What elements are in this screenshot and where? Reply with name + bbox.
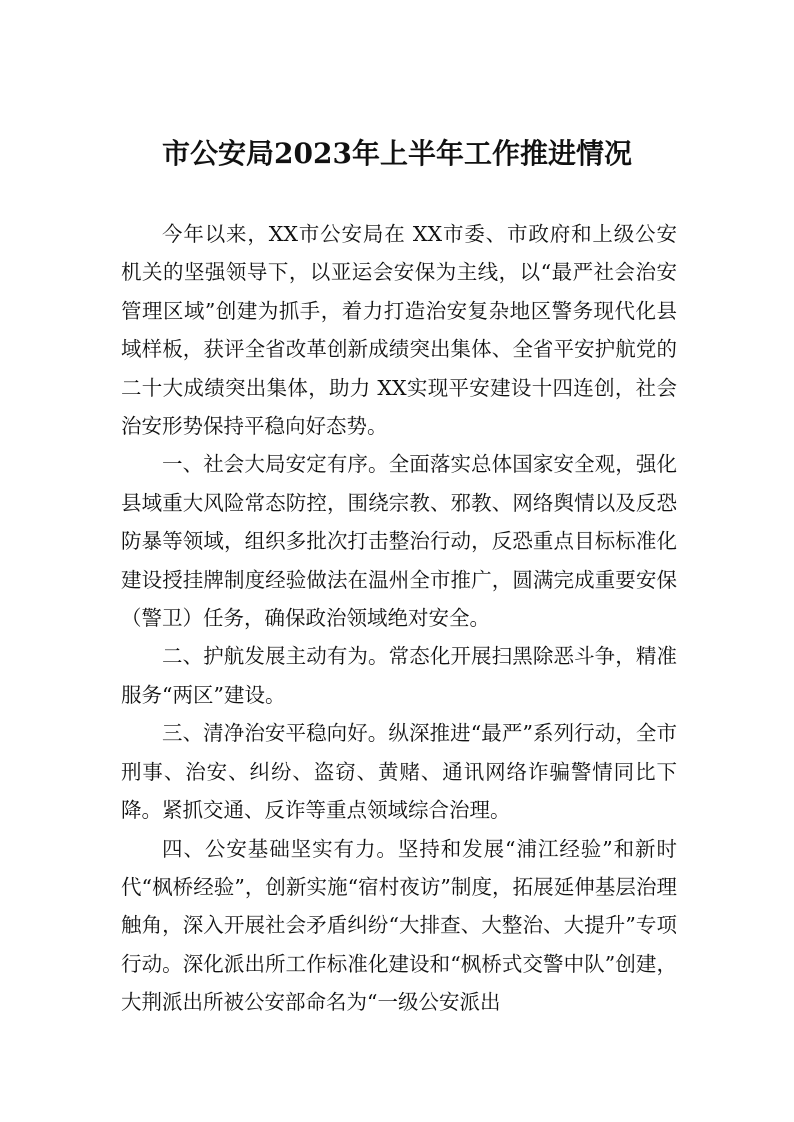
section-3-paragraph: 三、清净治安平稳向好。纵深推进“最严”系列行动，全市刑事、治安、纠纷、盗窃、黄赌、通讯网络诈骗警情同比下降。紧抓交通、反诈等重点领域综合治理。 xyxy=(121,721,677,823)
document-body xyxy=(121,215,677,1022)
section-4-paragraph: 四、公安基础坚实有力。坚持和发展“浦江经验”和新时代“枫桥经验”，创新实施“宿村夜访”制度，拓展延伸基层治理触角，深入开展社会矛盾纠纷“大排查、大整治、大提升”专项行动。深化派出所工作标准化建设和“枫桥式交警中队”创建，大荆派出所被公安部命名为“一级公安派出 xyxy=(121,836,677,1015)
section-2-paragraph: 二、护航发展主动有为。常态化开展扫黑除恶斗争，精准服务“两区”建设。 xyxy=(121,644,677,707)
document-title: 市公安局2023年上半年工作推进情况 xyxy=(162,137,632,170)
section-1-paragraph: 一、社会大局安定有序。全面落实总体国家安全观，强化县域重大风险常态防控，围绕宗教、邪教、网络舆情以及反恐防暴等领域，组织多批次打击整治行动，反恐重点目标标准化建设授挂牌制度经验做法在温州全市推广，圆满完成重要安保（警卫）任务，确保政治领域绝对安全。 xyxy=(121,452,677,631)
intro-paragraph: 今年以来，XX市公安局在 XX市委、市政府和上级公安机关的坚强领导下，以亚运会安保为主线，以“最严社会治安管理区域”创建为抓手，着力打造治安复杂地区警务现代化县域样板，获评全省改革创新成绩突出集体、全省平安护航党的二十大成绩突出集体，助力 XX实现平安建设十四连创，社会治安形势保持平稳向好态势。 xyxy=(121,222,677,439)
